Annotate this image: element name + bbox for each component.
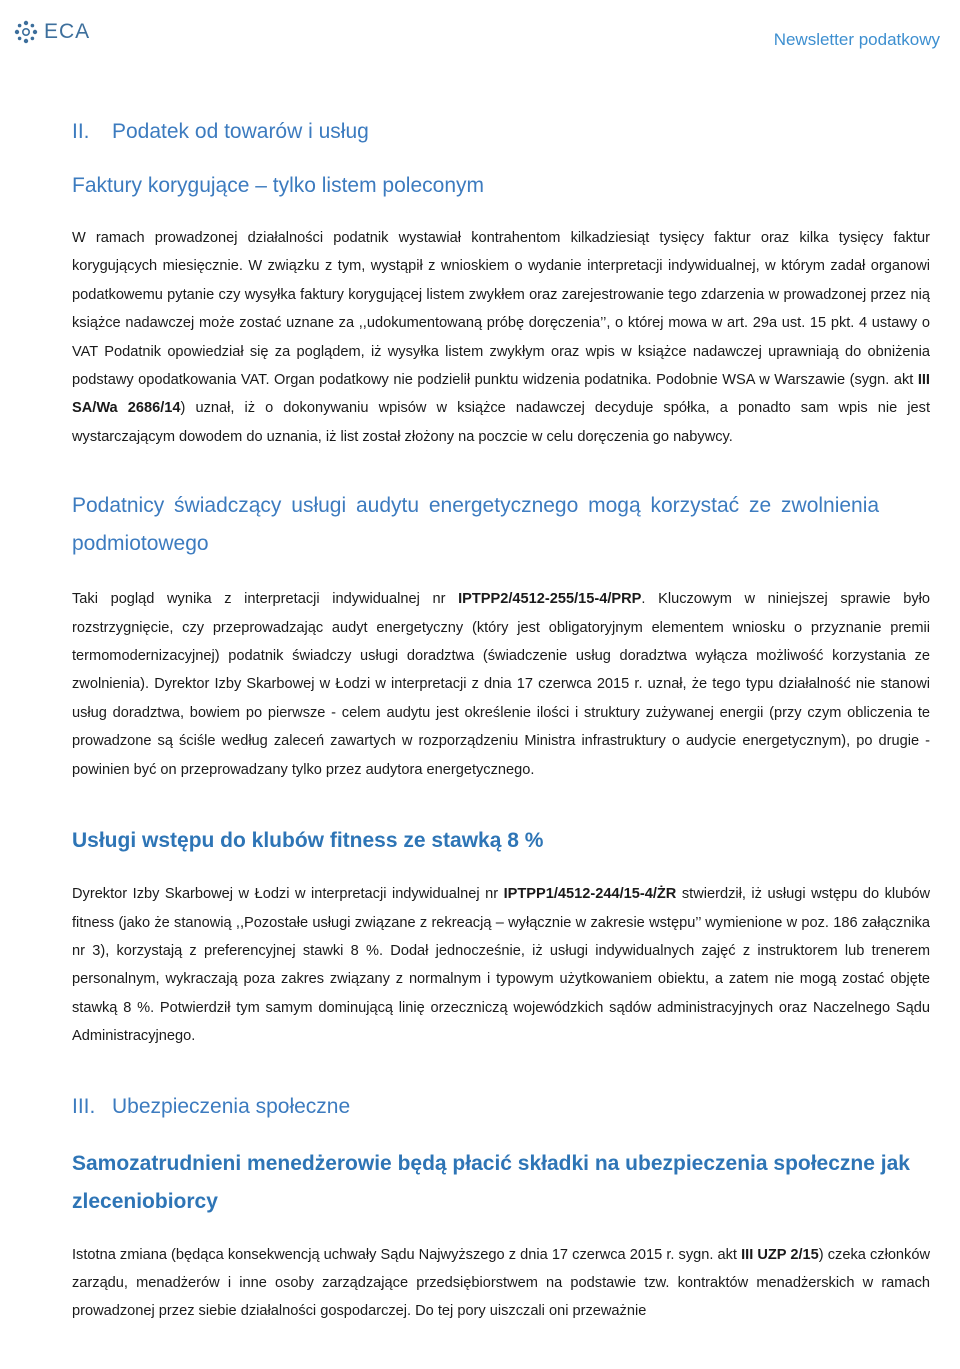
eca-logo — [14, 20, 90, 44]
case-signature: III UZP 2/15 — [741, 1246, 819, 1263]
article-body-corrective-invoices: W ramach prowadzonej działalności podatnik wystawiał kontrahentom kilkadziesiąt tysięcy faktur oraz kilka tysięcy faktur korygujących miesięcznie. W związku z tym, wystąpił z wnioskiem o wydanie interpretacji indywidualnej, w którym zadał organowi podatkowemu pytanie czy wysyłka faktury korygującej listem zwykłem oraz zarejestrowanie tego zdarzenia w prowadzonej przez nią książce nadawczej może zostać uznane za ,,udokumentowaną próbę doręczenia’’, o której mowa w art. 29a ust. 15 pkt. 4 ustawy o VAT Podatnik opowiedział się za poglądem, iż wysyłka listem zwykłym oraz wpis w książce nadawczej uprawniają do obniżenia podstawy opodatkowania VAT. Organ podatkowy nie podzielił punktu widzenia podatnika. Podobnie WSA w Warszawie (sygn. akt III SA/Wa 2686/14) uznał, iż o dokonywaniu wpisów w książce nadawczej decyduje spółka, a ponadto sam wpis nie jest wystarczającym dowodem do uznania, iż list został złożony na poczcie w celu doręczenia go nabywcy. — [72, 230, 930, 445]
interpretation-ref: IPTPP2/4512-255/15-4/PRP — [458, 591, 642, 608]
document-body — [72, 112, 930, 1326]
eca-logo-icon — [14, 20, 38, 44]
article-heading-energy-audit: Podatnicy świadczący usługi audytu energetycznego mogą korzystać ze zwolnienia podmiotowego — [72, 494, 880, 556]
article-body-fitness: Dyrektor Izby Skarbowej w Łodzi w interpretacji indywidualnej nr IPTPP1/4512-244/15-4/ŻR stwierdził, iż usługi wstępu do klubów fitness (jako że stanowią ,,Pozostałe usługi związane z rekreacją – wyłącznie w zakresie wstępu’’ wymienione w poz. 186 załącznika nr 3), korzystają z preferencyjnej stawki 8 %. Dodał jednocześnie, iż usługi indywidualnych zajęć z instruktorem lub trenerem personalnym, wykraczają poza zakres związany z normalnym i typowym użytkowaniem obiektu, a zatem nie mogą zostać objęte stawką 8 %. Potwierdził tym samym dominującą linię orzeczniczą wojewódzkich sądów administracyjnych oraz Naczelnego Sądu Administracyjnego. — [72, 886, 930, 1045]
logo-text: ECA — [44, 20, 91, 43]
section-heading-vat — [72, 112, 930, 152]
section-number: II. — [72, 120, 90, 143]
newsletter-title: Newsletter podatkowy — [773, 30, 940, 49]
article-heading-fitness: Usługi wstępu do klubów fitness ze stawką 8 % — [72, 829, 544, 853]
section-title: Ubezpieczenia społeczne — [112, 1094, 351, 1118]
section-number: III. — [72, 1094, 96, 1118]
interpretation-ref: IPTPP1/4512-244/15-4/ŻR — [503, 886, 677, 903]
section-title: Podatek od towarów i usług — [112, 120, 369, 143]
section-heading-social-insurance — [72, 1087, 930, 1127]
article-heading-corrective-invoices: Faktury korygujące – tylko listem poleconym — [72, 174, 484, 197]
article-heading-managers: Samozatrudnieni menedżerowie będą płacić składki na ubezpieczenia społeczne jak zleceniobiorcy — [72, 1151, 910, 1213]
article-body-managers: Istotna zmiana (będąca konsekwencją uchwały Sądu Najwyższego z dnia 17 czerwca 2015 r. sygn. akt III UZP 2/15) czeka członków zarządu, menadżerów i inne osoby zarządzające przedsiębiorstwem na podstawie tzw. kontraktów menadżerskich w ramach prowadzonej przez siebie działalności gospodarczej. Do tej pory uiszczali oni przeważnie — [72, 1246, 930, 1320]
case-signature: III SA/Wa 2686/14 — [72, 372, 930, 417]
page-header — [0, 0, 960, 80]
article-body-energy-audit: Taki pogląd wynika z interpretacji indywidualnej nr IPTPP2/4512-255/15-4/PRP. Kluczowym w niniejszej sprawie było rozstrzygnięcie, czy przeprowadzając audyt energetyczny (który jest obligatoryjnym elementem wniosku o przyznanie premii termomodernizacyjnej) podatnik świadczy usługi doradztwa (świadczenie usług doradztwa wyłącza możliwość korzystania ze zwolnienia). Dyrektor Izby Skarbowej w Łodzi w interpretacji z dnia 17 czerwca 2015 r. uznał, że tego typu działalność nie stanowi usług doradztwa, bowiem po pierwsze - celem audytu jest określenie ilości i struktury zużywanej energii (przy czym obliczenia te prowadzone są ściśle według zaleceń zawartych w rozporządzeniu Ministra infrastruktury o audycie energetycznym), po drugie - powinien być on przeprowadzany tylko przez audytora energetycznego. — [72, 591, 931, 778]
